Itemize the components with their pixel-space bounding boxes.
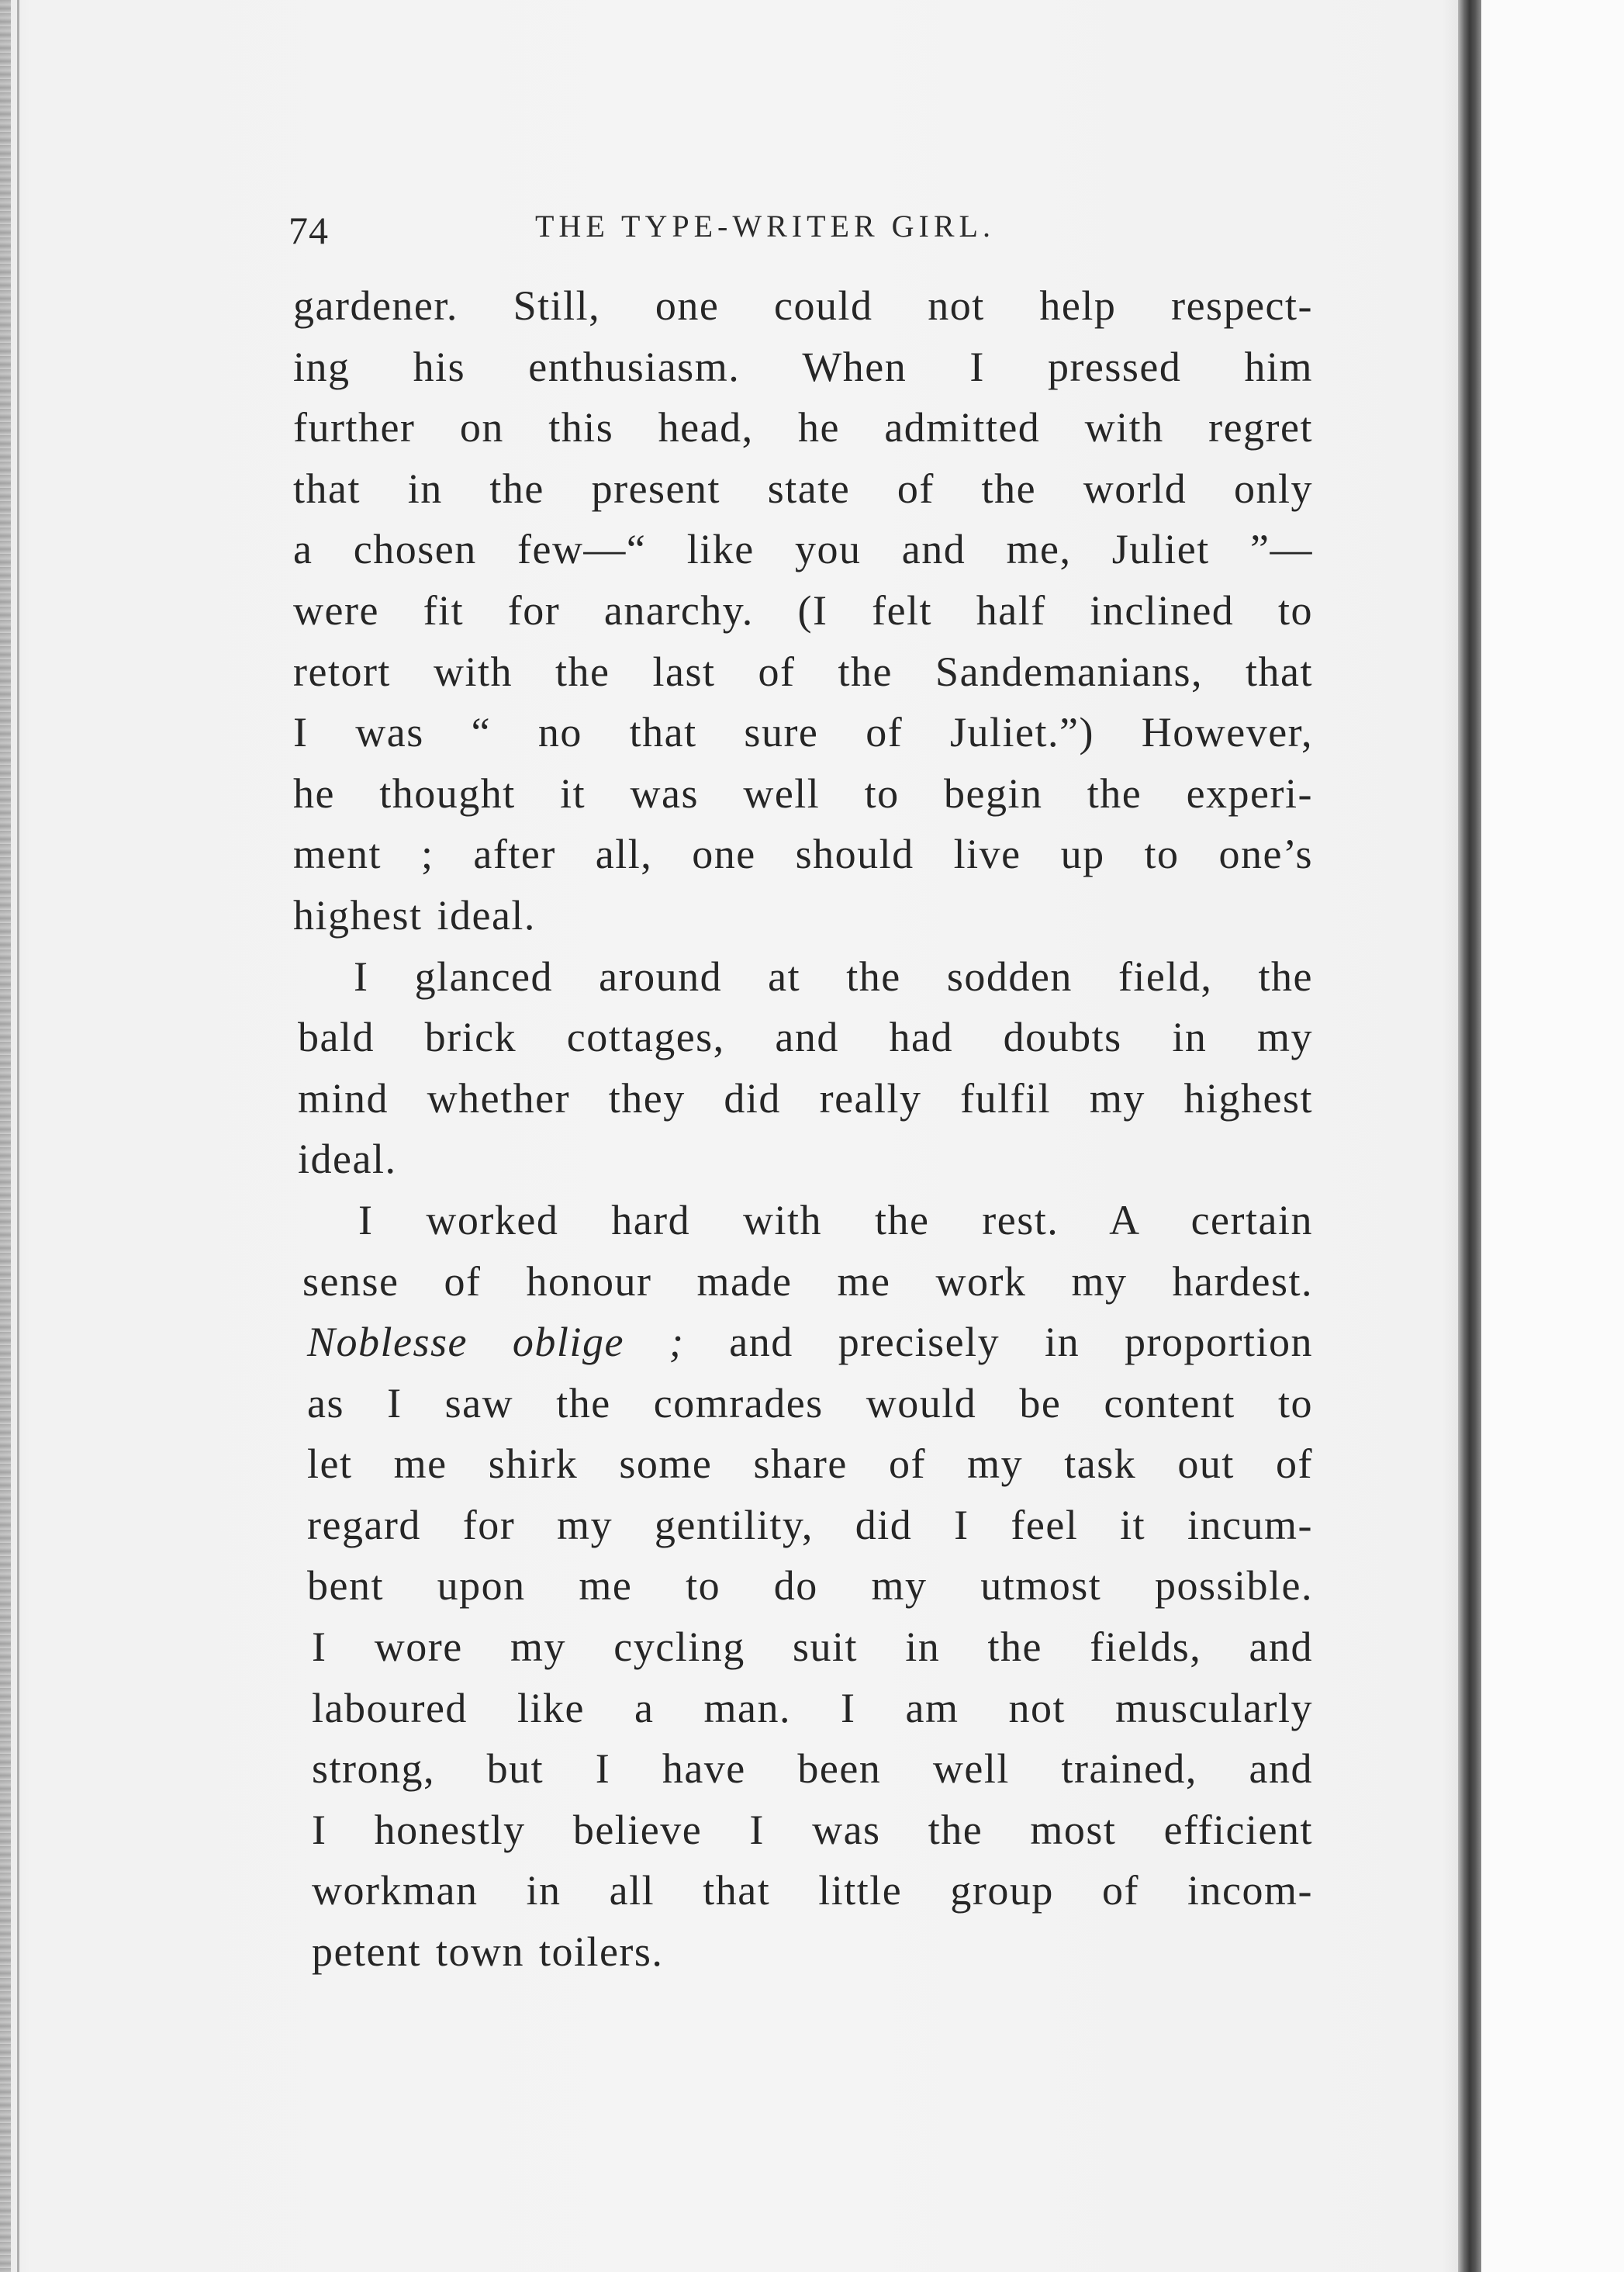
text-line: laboured like a man. I am not muscularly (312, 1684, 1313, 1731)
scan-right-margin (1481, 0, 1624, 2272)
running-head (289, 194, 1297, 252)
running-title: THE TYPE-WRITER GIRL. (535, 209, 995, 244)
text-line: bent upon me to do my utmost possible. (307, 1562, 1313, 1610)
text-line: ing his enthusiasm. When I pressed him (293, 343, 1313, 390)
text-line: bald brick cottages, and had doubts in my (298, 1014, 1313, 1061)
text-line: ideal. (298, 1136, 397, 1183)
text-line: gardener. Still, one could not help respect- (293, 282, 1313, 329)
text-line: highest ideal. (293, 891, 536, 939)
body-text (293, 275, 1313, 1983)
text-line: he thought it was well to begin the experi- (293, 769, 1313, 817)
page-number: 74 (289, 209, 329, 252)
text-line: further on this head, he admitted with regret (293, 404, 1313, 451)
text-line: retort with the last of the Sandemanians, that (293, 648, 1313, 695)
text-line-with-italic (307, 1312, 1313, 1373)
text-line: regard for my gentility, did I feel it incum- (307, 1501, 1313, 1548)
text-line: I glanced around at the sodden field, the (354, 953, 1313, 1000)
text-line: that in the present state of the world only (293, 465, 1313, 512)
text-line: workman in all that little group of incom- (312, 1867, 1313, 1914)
text-line: sense of honour made me work my hardest. (302, 1257, 1313, 1305)
text-line: ment ; after all, one should live up to one’s (293, 831, 1313, 878)
text-line-rest: and precisely in proportion (684, 1319, 1313, 1366)
text-line: I honestly believe I was the most efficient (312, 1806, 1313, 1853)
text-line: a chosen few—“ like you and me, Juliet ”— (293, 526, 1313, 573)
italic-phrase: Noblesse oblige ; (307, 1319, 685, 1366)
text-line: were fit for anarchy. (I felt half inclined to (293, 586, 1313, 634)
text-line: I wore my cycling suit in the fields, and (312, 1624, 1313, 1671)
scan-left-rule (17, 0, 19, 2272)
text-line: mind whether they did really fulfil my highest (298, 1074, 1313, 1122)
book-binding-shadow (1458, 0, 1481, 2272)
text-line: I worked hard with the rest. A certain (358, 1196, 1313, 1243)
text-line: strong, but I have been well trained, and (312, 1745, 1313, 1793)
text-line: let me shirk some share of my task out of (307, 1440, 1313, 1488)
text-line: as I saw the comrades would be content to (307, 1379, 1313, 1426)
scan-left-edge (0, 0, 11, 2272)
text-line: I was “ no that sure of Juliet.”) However, (293, 709, 1313, 756)
text-line: petent town toilers. (312, 1928, 664, 1976)
